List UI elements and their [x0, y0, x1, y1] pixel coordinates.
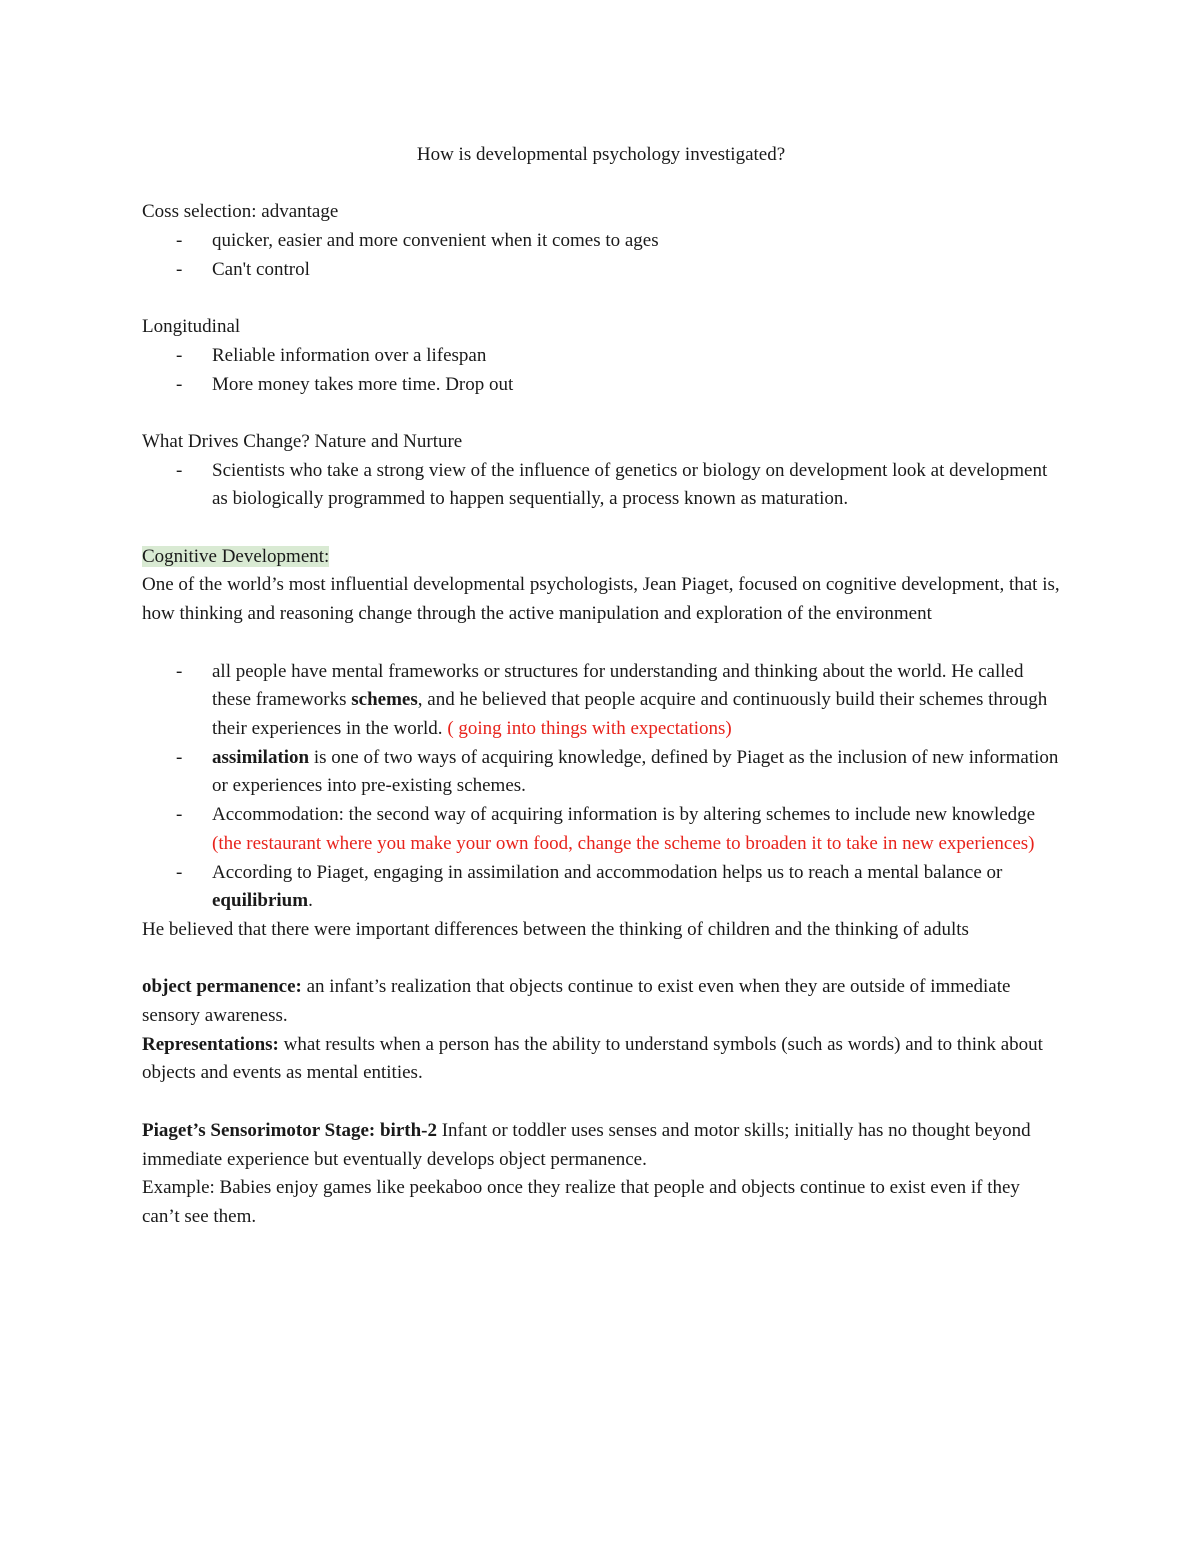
list-item: - Can't control	[142, 256, 1060, 285]
bullet-dash: -	[176, 861, 183, 883]
cognitive-closing: He believed that there were important differences between the thinking of children and the thinking of adults	[142, 918, 969, 940]
term-equilibrium: equilibrium	[212, 890, 309, 912]
definition-object-permanence: object permanence: an infant’s realization that objects continue to exist even when they are outside of immediate sensory awareness.	[142, 976, 1011, 1026]
term-object-permanence: object permanence:	[142, 976, 302, 998]
longitudinal-heading: Longitudinal	[142, 316, 241, 338]
list-item: - More money takes more time. Drop out	[142, 371, 1060, 400]
change-heading: What Drives Change? Nature and Nurture	[142, 430, 463, 452]
document-body	[142, 141, 1060, 1232]
cross-section-heading: Coss selection: advantage	[142, 201, 339, 223]
list-item: - assimilation is one of two ways of acquiring knowledge, defined by Piaget as the inclusion of new information or experiences into pre-existing schemes.	[142, 744, 1060, 801]
change-list	[142, 457, 1060, 514]
cross-section-list	[142, 227, 1060, 284]
definition-representations: Representations: what results when a person has the ability to understand symbols (such as words) and to think about objects and events as mental entities.	[142, 1033, 1043, 1084]
highlighted-heading: Cognitive Development:	[142, 545, 330, 567]
annotation-note: ( going into things with expectations)	[447, 717, 732, 739]
bullet-dash: -	[176, 660, 183, 682]
bullet-dash: -	[176, 230, 183, 252]
sensorimotor-stage: Piaget’s Sensorimotor Stage: birth-2 Infant or toddler uses senses and motor skills; initially has no thought beyond immediate experience but eventually develops object permanence.	[142, 1119, 1031, 1170]
cognitive-intro: One of the world’s most influential developmental psychologists, Jean Piaget, focused on cognitive development, that is, how thinking and reasoning change through the active manipulation and exploration of the environment	[142, 574, 1060, 625]
annotation-note: (the restaurant where you make your own food, change the scheme to broaden it to take in new experiences)	[212, 832, 1035, 854]
bullet-dash: -	[176, 258, 183, 280]
list-item: - Accommodation: the second way of acquiring information is by altering schemes to include new knowledge (the restaurant where you make your own food, change the scheme to broaden it to take in new experiences)	[142, 801, 1060, 858]
list-item: - quicker, easier and more convenient when it comes to ages	[142, 227, 1060, 256]
term-schemes: schemes	[351, 689, 418, 711]
term-assimilation: assimilation	[212, 746, 310, 768]
sensorimotor-example: Example: Babies enjoy games like peekaboo once they realize that people and objects continue to exist even if they can’t see them.	[142, 1177, 1020, 1227]
term-sensorimotor: Piaget’s Sensorimotor Stage: birth-2	[142, 1119, 437, 1141]
bullet-dash: -	[176, 344, 183, 366]
list-item: - According to Piaget, engaging in assimilation and accommodation helps us to reach a mental balance or equilibrium.	[142, 859, 1060, 916]
list-item: - Scientists who take a strong view of the influence of genetics or biology on development look at development as biologically programmed to happen sequentially, a process known as maturation.	[142, 457, 1060, 514]
page-title: How is developmental psychology investigated?	[416, 144, 786, 165]
cognitive-list	[142, 658, 1060, 916]
term-representations: Representations:	[142, 1033, 279, 1055]
bullet-dash: -	[176, 746, 183, 768]
bullet-dash: -	[176, 373, 183, 395]
list-item: - Reliable information over a lifespan	[142, 342, 1060, 371]
longitudinal-list	[142, 342, 1060, 399]
bullet-dash: -	[176, 459, 183, 481]
bullet-dash: -	[176, 804, 183, 826]
cognitive-heading	[142, 543, 1060, 572]
list-item: - all people have mental frameworks or structures for understanding and thinking about the world. He called these frameworks schemes, and he believed that people acquire and continuously build their schemes through their experiences in the world. ( going into things with expectations)	[142, 658, 1060, 744]
